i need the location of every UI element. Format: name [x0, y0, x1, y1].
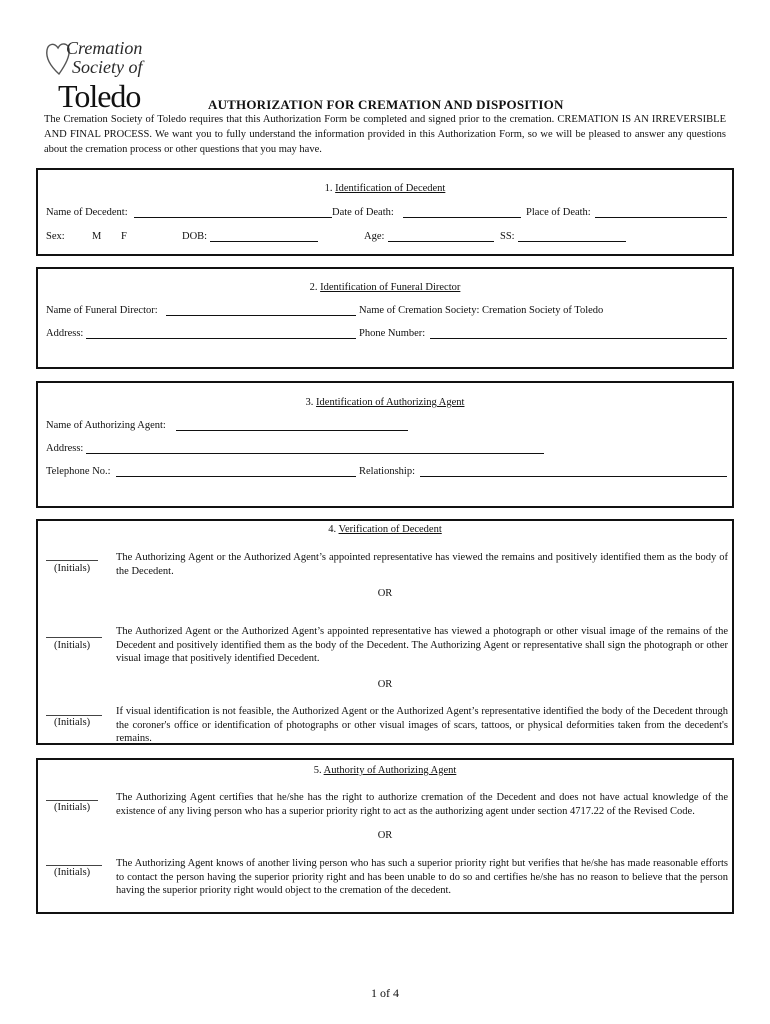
- section-identification-of-authorizing-agent: [36, 381, 734, 508]
- authorizing-agent-field[interactable]: [176, 420, 408, 431]
- authority-option-2: The Authorizing Agent knows of another living person who has such a superior priority right but verifies that he/she has made reasonable efforts to contact the person having the superior priority right and has been unable to do so and certifies he/she has no reason to believe that the person having the superior priority right would object to the cremation of the decedent.: [116, 858, 728, 896]
- decedent-name-label: Name of Decedent:: [46, 207, 128, 218]
- initials-line[interactable]: [46, 865, 102, 866]
- initials-line[interactable]: [46, 800, 98, 801]
- ss-field[interactable]: [518, 231, 626, 242]
- relationship-field[interactable]: [420, 466, 727, 477]
- funeral-director-address-label: Address:: [46, 328, 84, 339]
- cremation-society-logo: [44, 38, 154, 118]
- telephone-field[interactable]: [116, 466, 356, 477]
- or-separator: OR: [377, 588, 393, 599]
- initials-line[interactable]: [46, 715, 102, 716]
- section-verification-of-decedent: [36, 519, 734, 745]
- initials-label: (Initials): [54, 802, 91, 813]
- initials-line[interactable]: [46, 560, 98, 561]
- sex-label: Sex:: [46, 231, 65, 242]
- authority-option-1: The Authorizing Agent certifies that he/she has the right to authorize cremation of the Decedent and does not have actual knowledge of the existence of any living person who has a superior priority right to act as the authorizing agent under section 4717.22 of the Revised Code.: [116, 792, 728, 817]
- section-3-title-text: Identification of Authorizing Agent: [316, 397, 465, 408]
- age-field[interactable]: [388, 231, 494, 242]
- section-authority-of-authorizing-agent: [36, 758, 734, 914]
- initials-label: (Initials): [54, 563, 91, 574]
- verification-option-2: The Authorized Agent or the Authorized Agent’s appointed representative has viewed a photograph or other visual image of the remains of the Decedent and positively identified them as the body of the Decedent. The Authorizing Agent or representative shall sign the photograph or other visual image that positively identified Decedent.: [116, 626, 728, 664]
- section-1-title-text: Identification of Decedent: [335, 183, 446, 194]
- dob-label: DOB:: [182, 231, 208, 242]
- intro-paragraph: The Cremation Society of Toledo requires that this Authorization Form be completed and signed prior to the cremation. CREMATION IS AN IRREVERSIBLE AND FINAL PROCESS. We want you to fully understand the information provided in this Authorization Form, so we will be pleased to answer any questions about the cremation process or other questions that you may have.: [44, 114, 726, 155]
- logo-line-2: Society of: [72, 57, 143, 77]
- section-4-title-text: Verification of Decedent: [338, 524, 442, 535]
- section-3-number: 3.: [305, 397, 317, 408]
- authorizing-agent-label: Name of Authorizing Agent:: [46, 420, 166, 431]
- section-5-number: 5.: [313, 765, 324, 776]
- date-of-death-field[interactable]: [403, 207, 521, 218]
- sex-option-m[interactable]: M: [92, 231, 102, 242]
- section-5-title: [38, 765, 732, 776]
- funeral-director-label: Name of Funeral Director:: [46, 305, 158, 316]
- section-4-title: [38, 524, 732, 535]
- dob-field[interactable]: [210, 231, 318, 242]
- agent-address-label: Address:: [46, 443, 84, 454]
- phone-number-label: Phone Number:: [359, 328, 426, 339]
- cremation-society-name: Name of Cremation Society: Cremation Society of Toledo: [359, 305, 604, 316]
- date-of-death-label: Date of Death:: [332, 207, 394, 218]
- verification-option-3: If visual identification is not feasible, the Authorized Agent or the Authorized Agent’s representative identified the body of the Decedent through the coroner's office or identification of photographs or other visual images of scars, tattoos, or physical deformities taken from the decedent's remains.: [116, 706, 728, 744]
- section-2-number: 2.: [309, 282, 321, 293]
- section-1-title: [38, 183, 732, 194]
- section-2-title: [38, 282, 732, 293]
- section-4-number: 4.: [328, 524, 339, 535]
- place-of-death-label: Place of Death:: [526, 207, 591, 218]
- age-label: Age:: [364, 231, 385, 242]
- section-identification-of-decedent: [36, 168, 734, 256]
- funeral-director-address-field[interactable]: [86, 328, 356, 339]
- section-1-number: 1.: [324, 183, 336, 194]
- page-title: AUTHORIZATION FOR CREMATION AND DISPOSITION: [208, 97, 564, 112]
- funeral-director-field[interactable]: [166, 305, 356, 316]
- section-identification-of-funeral-director: [36, 267, 734, 369]
- place-of-death-field[interactable]: [595, 207, 727, 218]
- page-number: 1 of 4: [371, 986, 399, 1000]
- section-5-title-text: Authority of Authorizing Agent: [323, 765, 457, 776]
- verification-option-1: The Authorizing Agent or the Authorized Agent’s appointed representative has viewed the remains and positively identified them as the body of the Decedent.: [116, 552, 728, 577]
- initials-label: (Initials): [54, 640, 91, 651]
- section-3-title: [38, 397, 732, 408]
- phone-number-field[interactable]: [430, 328, 727, 339]
- ss-label: SS:: [500, 231, 515, 242]
- logo-line-3: Toledo: [58, 78, 141, 114]
- initials-line[interactable]: [46, 637, 102, 638]
- decedent-name-field[interactable]: [134, 207, 332, 218]
- telephone-label: Telephone No.:: [46, 466, 111, 477]
- section-2-title-text: Identification of Funeral Director: [320, 282, 461, 293]
- agent-address-field[interactable]: [86, 443, 544, 454]
- sex-option-f[interactable]: F: [121, 231, 127, 242]
- relationship-label: Relationship:: [359, 466, 415, 477]
- or-separator: OR: [377, 830, 393, 841]
- or-separator: OR: [377, 679, 393, 690]
- initials-label: (Initials): [54, 867, 91, 878]
- initials-label: (Initials): [54, 717, 91, 728]
- logo-line-1: Cremation: [66, 38, 143, 58]
